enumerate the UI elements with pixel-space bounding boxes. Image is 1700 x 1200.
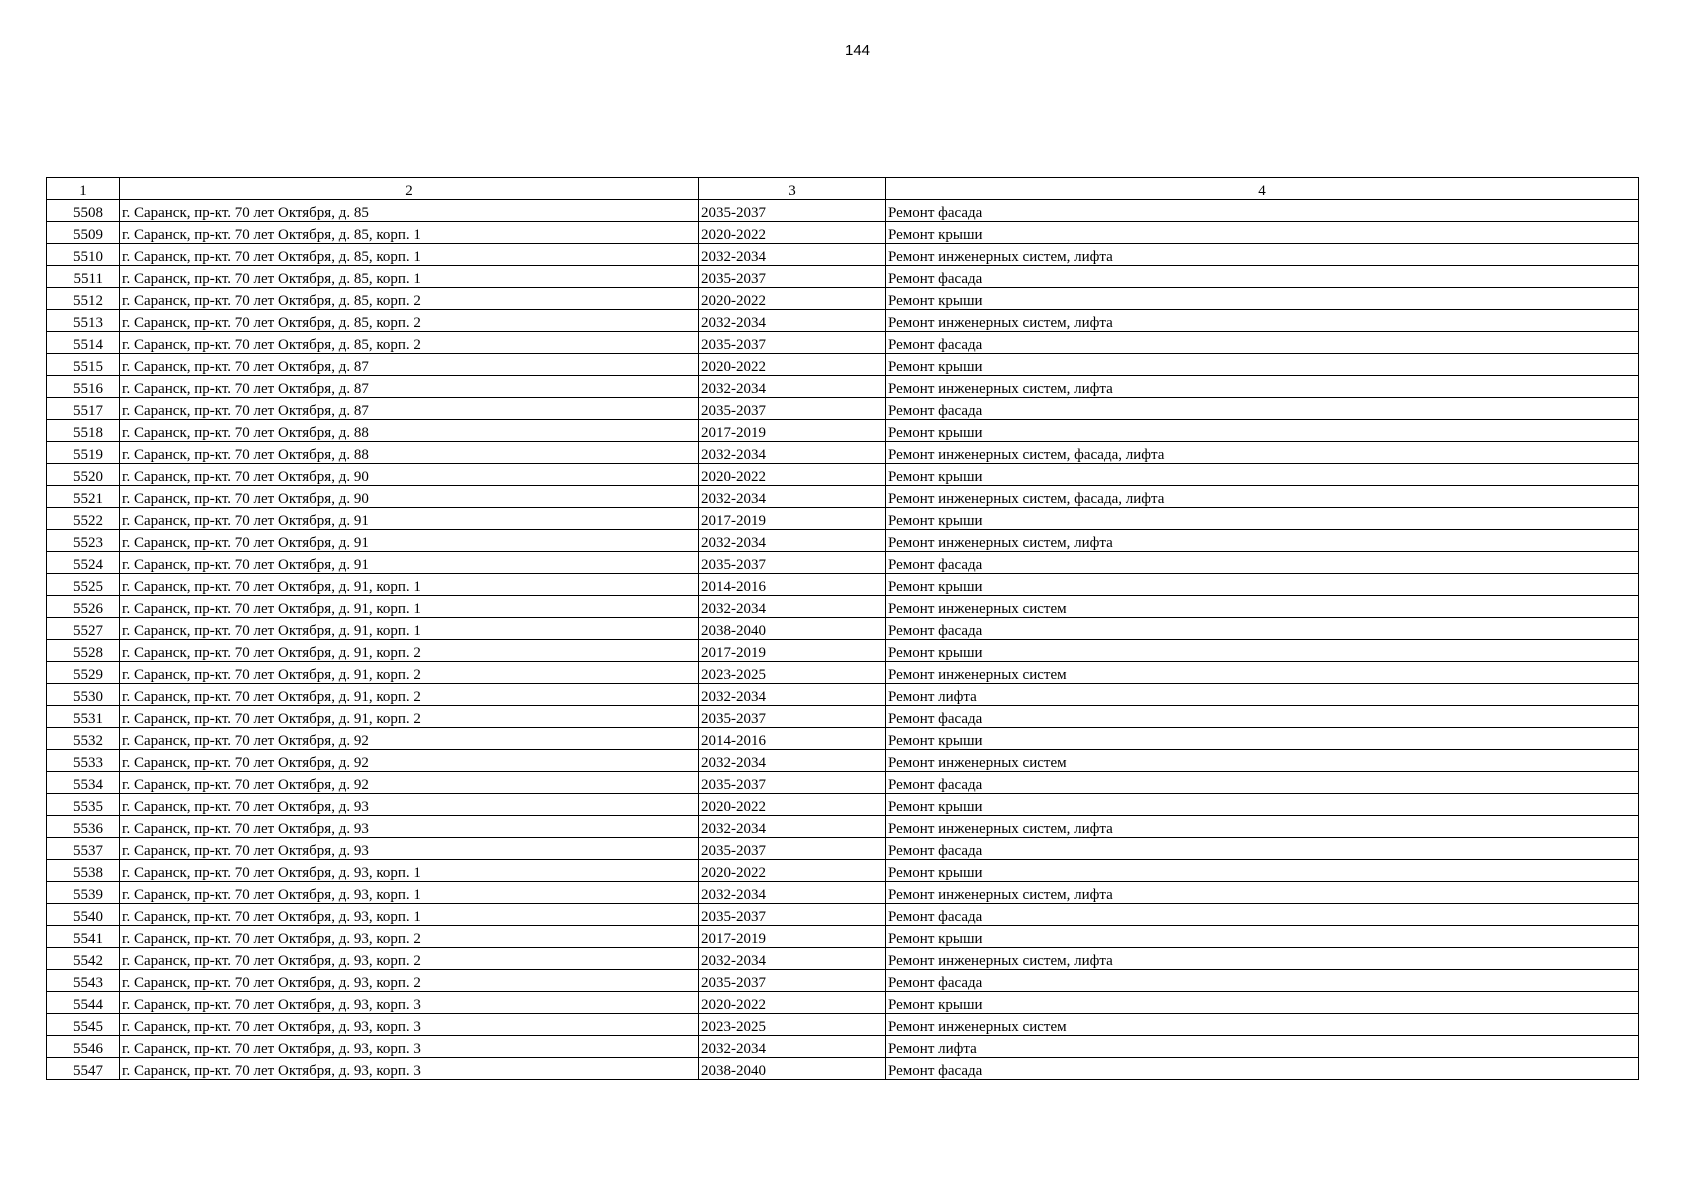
row-number: 5508 xyxy=(47,200,120,222)
table-row xyxy=(47,882,1639,904)
table-row xyxy=(47,1036,1639,1058)
table-row xyxy=(47,552,1639,574)
address-cell: г. Саранск, пр-кт. 70 лет Октября, д. 91, корп. 2 xyxy=(120,706,699,728)
address-cell: г. Саранск, пр-кт. 70 лет Октября, д. 92 xyxy=(120,728,699,750)
table-row xyxy=(47,420,1639,442)
row-number: 5532 xyxy=(47,728,120,750)
table-row xyxy=(47,970,1639,992)
address-cell: г. Саранск, пр-кт. 70 лет Октября, д. 87 xyxy=(120,376,699,398)
row-number: 5515 xyxy=(47,354,120,376)
row-number: 5519 xyxy=(47,442,120,464)
work-type-cell: Ремонт лифта xyxy=(886,1036,1639,1058)
period-cell: 2014-2016 xyxy=(699,728,886,750)
table-row xyxy=(47,992,1639,1014)
row-number: 5514 xyxy=(47,332,120,354)
table-row xyxy=(47,574,1639,596)
period-cell: 2020-2022 xyxy=(699,464,886,486)
period-cell: 2017-2019 xyxy=(699,926,886,948)
row-number: 5521 xyxy=(47,486,120,508)
capital-repair-table xyxy=(46,177,1639,1080)
row-number: 5529 xyxy=(47,662,120,684)
work-type-cell: Ремонт инженерных систем xyxy=(886,750,1639,772)
row-number: 5530 xyxy=(47,684,120,706)
work-type-cell: Ремонт крыши xyxy=(886,992,1639,1014)
period-cell: 2035-2037 xyxy=(699,772,886,794)
row-number: 5524 xyxy=(47,552,120,574)
row-number: 5536 xyxy=(47,816,120,838)
period-cell: 2020-2022 xyxy=(699,222,886,244)
period-cell: 2035-2037 xyxy=(699,552,886,574)
table-row xyxy=(47,332,1639,354)
work-type-cell: Ремонт лифта xyxy=(886,684,1639,706)
row-number: 5518 xyxy=(47,420,120,442)
table-row xyxy=(47,926,1639,948)
work-type-cell: Ремонт фасада xyxy=(886,398,1639,420)
row-number: 5542 xyxy=(47,948,120,970)
table-row xyxy=(47,464,1639,486)
work-type-cell: Ремонт инженерных систем, лифта xyxy=(886,310,1639,332)
table-row xyxy=(47,376,1639,398)
address-cell: г. Саранск, пр-кт. 70 лет Октября, д. 93, корп. 2 xyxy=(120,948,699,970)
address-cell: г. Саранск, пр-кт. 70 лет Октября, д. 91, корп. 2 xyxy=(120,640,699,662)
table-row xyxy=(47,200,1639,222)
work-type-cell: Ремонт крыши xyxy=(886,574,1639,596)
row-number: 5520 xyxy=(47,464,120,486)
work-type-cell: Ремонт крыши xyxy=(886,464,1639,486)
work-type-cell: Ремонт инженерных систем xyxy=(886,596,1639,618)
period-cell: 2017-2019 xyxy=(699,420,886,442)
row-number: 5541 xyxy=(47,926,120,948)
work-type-cell: Ремонт инженерных систем, фасада, лифта xyxy=(886,486,1639,508)
work-type-cell: Ремонт фасада xyxy=(886,266,1639,288)
table-row xyxy=(47,596,1639,618)
address-cell: г. Саранск, пр-кт. 70 лет Октября, д. 93 xyxy=(120,794,699,816)
row-number: 5544 xyxy=(47,992,120,1014)
table-row xyxy=(47,1058,1639,1080)
table-row xyxy=(47,310,1639,332)
period-cell: 2032-2034 xyxy=(699,750,886,772)
work-type-cell: Ремонт фасада xyxy=(886,772,1639,794)
table-row xyxy=(47,684,1639,706)
address-cell: г. Саранск, пр-кт. 70 лет Октября, д. 85, корп. 1 xyxy=(120,266,699,288)
work-type-cell: Ремонт фасада xyxy=(886,200,1639,222)
row-number: 5547 xyxy=(47,1058,120,1080)
address-cell: г. Саранск, пр-кт. 70 лет Октября, д. 93, корп. 3 xyxy=(120,992,699,1014)
period-cell: 2032-2034 xyxy=(699,530,886,552)
work-type-cell: Ремонт фасада xyxy=(886,706,1639,728)
column-header-3: 3 xyxy=(699,178,886,200)
period-cell: 2035-2037 xyxy=(699,970,886,992)
address-cell: г. Саранск, пр-кт. 70 лет Октября, д. 91, корп. 1 xyxy=(120,574,699,596)
row-number: 5534 xyxy=(47,772,120,794)
work-type-cell: Ремонт крыши xyxy=(886,420,1639,442)
work-type-cell: Ремонт крыши xyxy=(886,926,1639,948)
table-row xyxy=(47,354,1639,376)
row-number: 5543 xyxy=(47,970,120,992)
table-row xyxy=(47,728,1639,750)
address-cell: г. Саранск, пр-кт. 70 лет Октября, д. 91, корп. 2 xyxy=(120,662,699,684)
address-cell: г. Саранск, пр-кт. 70 лет Октября, д. 85, корп. 1 xyxy=(120,244,699,266)
work-type-cell: Ремонт инженерных систем, лифта xyxy=(886,244,1639,266)
table-row xyxy=(47,860,1639,882)
work-type-cell: Ремонт инженерных систем, лифта xyxy=(886,882,1639,904)
work-type-cell: Ремонт фасада xyxy=(886,332,1639,354)
period-cell: 2035-2037 xyxy=(699,838,886,860)
table-row xyxy=(47,530,1639,552)
row-number: 5533 xyxy=(47,750,120,772)
table-row xyxy=(47,640,1639,662)
row-number: 5516 xyxy=(47,376,120,398)
row-number: 5528 xyxy=(47,640,120,662)
address-cell: г. Саранск, пр-кт. 70 лет Октября, д. 85, корп. 1 xyxy=(120,222,699,244)
work-type-cell: Ремонт инженерных систем xyxy=(886,1014,1639,1036)
period-cell: 2017-2019 xyxy=(699,508,886,530)
row-number: 5512 xyxy=(47,288,120,310)
address-cell: г. Саранск, пр-кт. 70 лет Октября, д. 87 xyxy=(120,354,699,376)
table-header xyxy=(47,178,1639,200)
period-cell: 2023-2025 xyxy=(699,1014,886,1036)
period-cell: 2017-2019 xyxy=(699,640,886,662)
work-type-cell: Ремонт фасада xyxy=(886,552,1639,574)
column-header-2: 2 xyxy=(120,178,699,200)
address-cell: г. Саранск, пр-кт. 70 лет Октября, д. 91 xyxy=(120,530,699,552)
work-type-cell: Ремонт крыши xyxy=(886,640,1639,662)
row-number: 5545 xyxy=(47,1014,120,1036)
row-number: 5525 xyxy=(47,574,120,596)
work-type-cell: Ремонт крыши xyxy=(886,288,1639,310)
address-cell: г. Саранск, пр-кт. 70 лет Октября, д. 93, корп. 1 xyxy=(120,882,699,904)
period-cell: 2020-2022 xyxy=(699,288,886,310)
row-number: 5522 xyxy=(47,508,120,530)
column-header-1: 1 xyxy=(47,178,120,200)
period-cell: 2032-2034 xyxy=(699,816,886,838)
address-cell: г. Саранск, пр-кт. 70 лет Октября, д. 91, корп. 1 xyxy=(120,596,699,618)
period-cell: 2020-2022 xyxy=(699,860,886,882)
row-number: 5510 xyxy=(47,244,120,266)
row-number: 5517 xyxy=(47,398,120,420)
address-cell: г. Саранск, пр-кт. 70 лет Октября, д. 93, корп. 1 xyxy=(120,860,699,882)
address-cell: г. Саранск, пр-кт. 70 лет Октября, д. 90 xyxy=(120,464,699,486)
table-body xyxy=(47,200,1639,1080)
period-cell: 2035-2037 xyxy=(699,200,886,222)
table-row xyxy=(47,662,1639,684)
work-type-cell: Ремонт фасада xyxy=(886,838,1639,860)
table-row xyxy=(47,442,1639,464)
period-cell: 2035-2037 xyxy=(699,904,886,926)
row-number: 5513 xyxy=(47,310,120,332)
address-cell: г. Саранск, пр-кт. 70 лет Октября, д. 93, корп. 2 xyxy=(120,970,699,992)
table-header-row xyxy=(47,178,1639,200)
row-number: 5526 xyxy=(47,596,120,618)
row-number: 5531 xyxy=(47,706,120,728)
address-cell: г. Саранск, пр-кт. 70 лет Октября, д. 93, корп. 3 xyxy=(120,1058,699,1080)
period-cell: 2032-2034 xyxy=(699,486,886,508)
table-row xyxy=(47,398,1639,420)
period-cell: 2038-2040 xyxy=(699,618,886,640)
period-cell: 2020-2022 xyxy=(699,354,886,376)
table-row xyxy=(47,772,1639,794)
period-cell: 2035-2037 xyxy=(699,266,886,288)
period-cell: 2032-2034 xyxy=(699,948,886,970)
period-cell: 2035-2037 xyxy=(699,398,886,420)
address-cell: г. Саранск, пр-кт. 70 лет Октября, д. 91 xyxy=(120,508,699,530)
address-cell: г. Саранск, пр-кт. 70 лет Октября, д. 93, корп. 3 xyxy=(120,1036,699,1058)
period-cell: 2038-2040 xyxy=(699,1058,886,1080)
table-row xyxy=(47,794,1639,816)
address-cell: г. Саранск, пр-кт. 70 лет Октября, д. 91 xyxy=(120,552,699,574)
work-type-cell: Ремонт фасада xyxy=(886,904,1639,926)
work-type-cell: Ремонт крыши xyxy=(886,794,1639,816)
period-cell: 2020-2022 xyxy=(699,992,886,1014)
table-row xyxy=(47,904,1639,926)
work-type-cell: Ремонт фасада xyxy=(886,970,1639,992)
period-cell: 2035-2037 xyxy=(699,706,886,728)
table-row xyxy=(47,1014,1639,1036)
address-cell: г. Саранск, пр-кт. 70 лет Октября, д. 88 xyxy=(120,442,699,464)
row-number: 5511 xyxy=(47,266,120,288)
address-cell: г. Саранск, пр-кт. 70 лет Октября, д. 93, корп. 3 xyxy=(120,1014,699,1036)
work-type-cell: Ремонт крыши xyxy=(886,222,1639,244)
address-cell: г. Саранск, пр-кт. 70 лет Октября, д. 85, корп. 2 xyxy=(120,310,699,332)
table-row xyxy=(47,486,1639,508)
address-cell: г. Саранск, пр-кт. 70 лет Октября, д. 93 xyxy=(120,838,699,860)
work-type-cell: Ремонт инженерных систем, лифта xyxy=(886,948,1639,970)
row-number: 5535 xyxy=(47,794,120,816)
period-cell: 2032-2034 xyxy=(699,244,886,266)
period-cell: 2020-2022 xyxy=(699,794,886,816)
address-cell: г. Саранск, пр-кт. 70 лет Октября, д. 88 xyxy=(120,420,699,442)
period-cell: 2014-2016 xyxy=(699,574,886,596)
row-number: 5546 xyxy=(47,1036,120,1058)
address-cell: г. Саранск, пр-кт. 70 лет Октября, д. 85, корп. 2 xyxy=(120,332,699,354)
work-type-cell: Ремонт инженерных систем, лифта xyxy=(886,816,1639,838)
period-cell: 2035-2037 xyxy=(699,332,886,354)
work-type-cell: Ремонт крыши xyxy=(886,860,1639,882)
work-type-cell: Ремонт фасада xyxy=(886,618,1639,640)
table-row xyxy=(47,618,1639,640)
work-type-cell: Ремонт инженерных систем, фасада, лифта xyxy=(886,442,1639,464)
address-cell: г. Саранск, пр-кт. 70 лет Октября, д. 90 xyxy=(120,486,699,508)
address-cell: г. Саранск, пр-кт. 70 лет Октября, д. 93 xyxy=(120,816,699,838)
table-row xyxy=(47,244,1639,266)
address-cell: г. Саранск, пр-кт. 70 лет Октября, д. 93, корп. 1 xyxy=(120,904,699,926)
address-cell: г. Саранск, пр-кт. 70 лет Октября, д. 92 xyxy=(120,772,699,794)
address-cell: г. Саранск, пр-кт. 70 лет Октября, д. 91, корп. 2 xyxy=(120,684,699,706)
page-number: 144 xyxy=(844,42,871,59)
row-number: 5540 xyxy=(47,904,120,926)
address-cell: г. Саранск, пр-кт. 70 лет Октября, д. 93, корп. 2 xyxy=(120,926,699,948)
address-cell: г. Саранск, пр-кт. 70 лет Октября, д. 87 xyxy=(120,398,699,420)
column-header-4: 4 xyxy=(886,178,1639,200)
period-cell: 2023-2025 xyxy=(699,662,886,684)
work-type-cell: Ремонт фасада xyxy=(886,1058,1639,1080)
table-row xyxy=(47,222,1639,244)
address-cell: г. Саранск, пр-кт. 70 лет Октября, д. 91, корп. 1 xyxy=(120,618,699,640)
period-cell: 2032-2034 xyxy=(699,1036,886,1058)
row-number: 5523 xyxy=(47,530,120,552)
table-row xyxy=(47,288,1639,310)
work-type-cell: Ремонт крыши xyxy=(886,728,1639,750)
work-type-cell: Ремонт инженерных систем, лифта xyxy=(886,376,1639,398)
address-cell: г. Саранск, пр-кт. 70 лет Октября, д. 85, корп. 2 xyxy=(120,288,699,310)
period-cell: 2032-2034 xyxy=(699,310,886,332)
work-type-cell: Ремонт крыши xyxy=(886,508,1639,530)
period-cell: 2032-2034 xyxy=(699,596,886,618)
period-cell: 2032-2034 xyxy=(699,442,886,464)
table-row xyxy=(47,838,1639,860)
address-cell: г. Саранск, пр-кт. 70 лет Октября, д. 85 xyxy=(120,200,699,222)
work-type-cell: Ремонт инженерных систем xyxy=(886,662,1639,684)
table-row xyxy=(47,266,1639,288)
period-cell: 2032-2034 xyxy=(699,376,886,398)
work-type-cell: Ремонт крыши xyxy=(886,354,1639,376)
period-cell: 2032-2034 xyxy=(699,684,886,706)
row-number: 5538 xyxy=(47,860,120,882)
row-number: 5537 xyxy=(47,838,120,860)
work-type-cell: Ремонт инженерных систем, лифта xyxy=(886,530,1639,552)
row-number: 5527 xyxy=(47,618,120,640)
row-number: 5509 xyxy=(47,222,120,244)
table-row xyxy=(47,816,1639,838)
table-row xyxy=(47,508,1639,530)
table-row xyxy=(47,706,1639,728)
table-row xyxy=(47,948,1639,970)
row-number: 5539 xyxy=(47,882,120,904)
address-cell: г. Саранск, пр-кт. 70 лет Октября, д. 92 xyxy=(120,750,699,772)
table-row xyxy=(47,750,1639,772)
period-cell: 2032-2034 xyxy=(699,882,886,904)
